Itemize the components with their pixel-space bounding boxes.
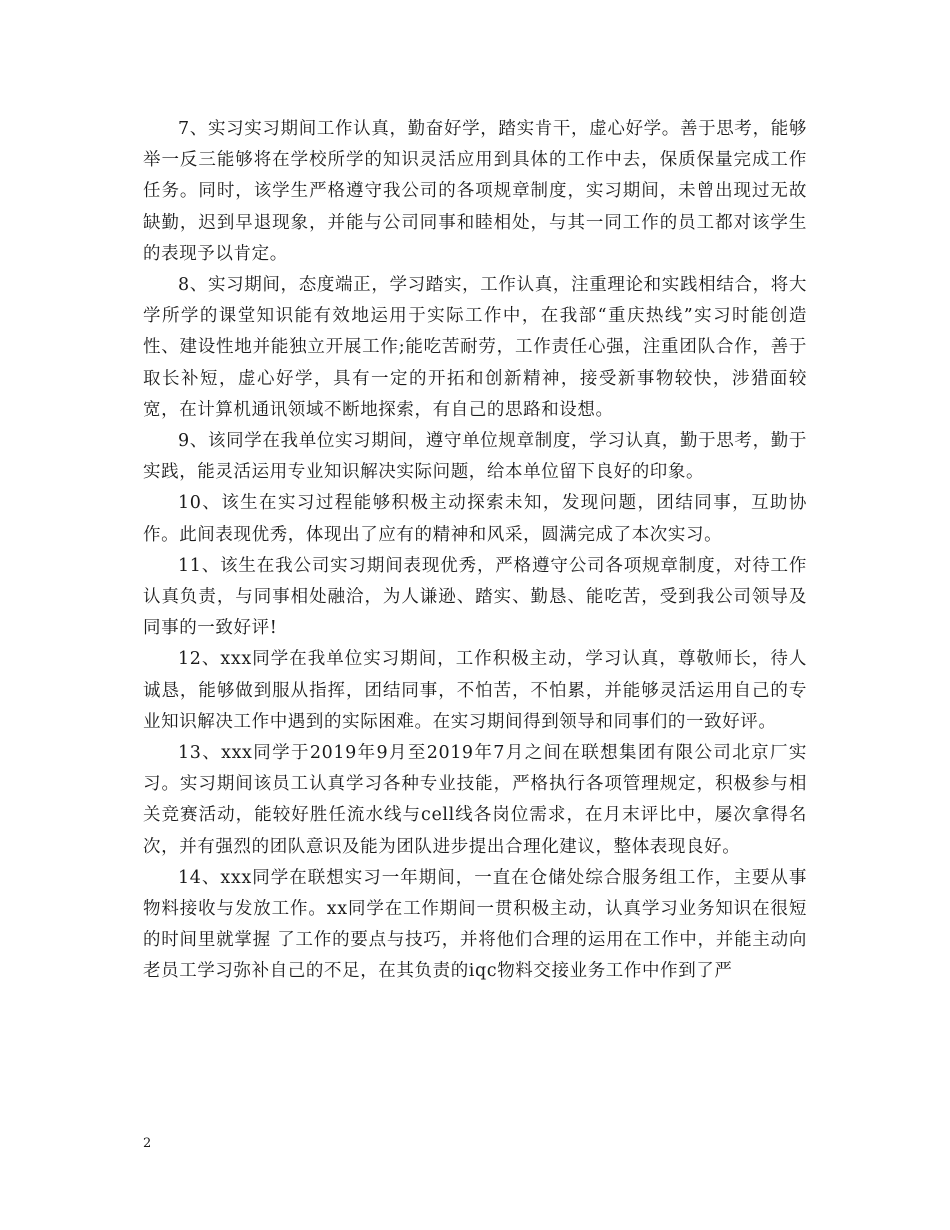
page-number: 2 <box>143 1136 152 1151</box>
paragraph-10: 10、该生在实习过程能够积极主动探索未知，发现问题，团结同事，互助协作。此间表现优秀，体现出了应有的精神和风采，圆满完成了本次实习。 <box>143 493 807 545</box>
paragraph-9: 9、该同学在我单位实习期间，遵守单位规章制度，学习认真，勤于思考，勤于实践，能灵活运用专业知识解决实际问题，给本单位留下良好的印象。 <box>143 431 807 483</box>
paragraph-13: 13、xxx同学于2019年9月至2019年7月之间在联想集团有限公司北京厂实习。实习期间该员工认真学习各种专业技能，严格执行各项管理规定，积极参与相关竞赛活动，能较好胜任流水线与cell线各岗位需求，在月末评比中，屡次拿得名次，并有强烈的团队意识及能为团队进步提出合理化建议，整体表现良好。 <box>143 743 807 857</box>
paragraph-7: 7、实习实习期间工作认真，勤奋好学，踏实肯干，虚心好学。善于思考，能够举一反三能够将在学校所学的知识灵活应用到具体的工作中去，保质保量完成工作任务。同时，该学生严格遵守我公司的各项规章制度，实习期间，未曾出现过无故缺勤，迟到早退现象，并能与公司同事和睦相处，与其一同工作的员工都对该学生的表现予以肯定。 <box>143 119 807 264</box>
paragraph-12: 12、xxx同学在我单位实习期间，工作积极主动，学习认真，尊敬师长，待人诚恳，能够做到服从指挥，团结同事，不怕苦，不怕累，并能够灵活运用自己的专业知识解决工作中遇到的实际困难。在实习期间得到领导和同事们的一致好评。 <box>143 649 807 732</box>
document-body <box>143 114 807 988</box>
paragraph-8: 8、实习期间，态度端正，学习踏实，工作认真，注重理论和实践相结合，将大学所学的课堂知识能有效地运用于实际工作中，在我部“重庆热线”实习时能创造性、建设性地并能独立开展工作;能吃苦耐劳，工作责任心强，注重团队合作，善于取长补短，虚心好学，具有一定的开拓和创新精神，接受新事物较快，涉猎面较宽，在计算机通讯领域不断地探索，有自己的思路和设想。 <box>143 275 807 420</box>
paragraph-14: 14、xxx同学在联想实习一年期间，一直在仓储处综合服务组工作，主要从事物料接收与发放工作。xx同学在工作期间一贯积极主动，认真学习业务知识在很短的时间里就掌握 了工作的要点与技巧，并将他们合理的运用在工作中，并能主动向老员工学习弥补自己的不足，在其负责的iqc物料交接业务工作中作到了严 <box>143 867 807 982</box>
paragraph-11: 11、该生在我公司实习期间表现优秀，严格遵守公司各项规章制度，对待工作认真负责，与同事相处融洽，为人谦逊、踏实、勤恳、能吃苦，受到我公司领导及同事的一致好评! <box>143 555 807 639</box>
